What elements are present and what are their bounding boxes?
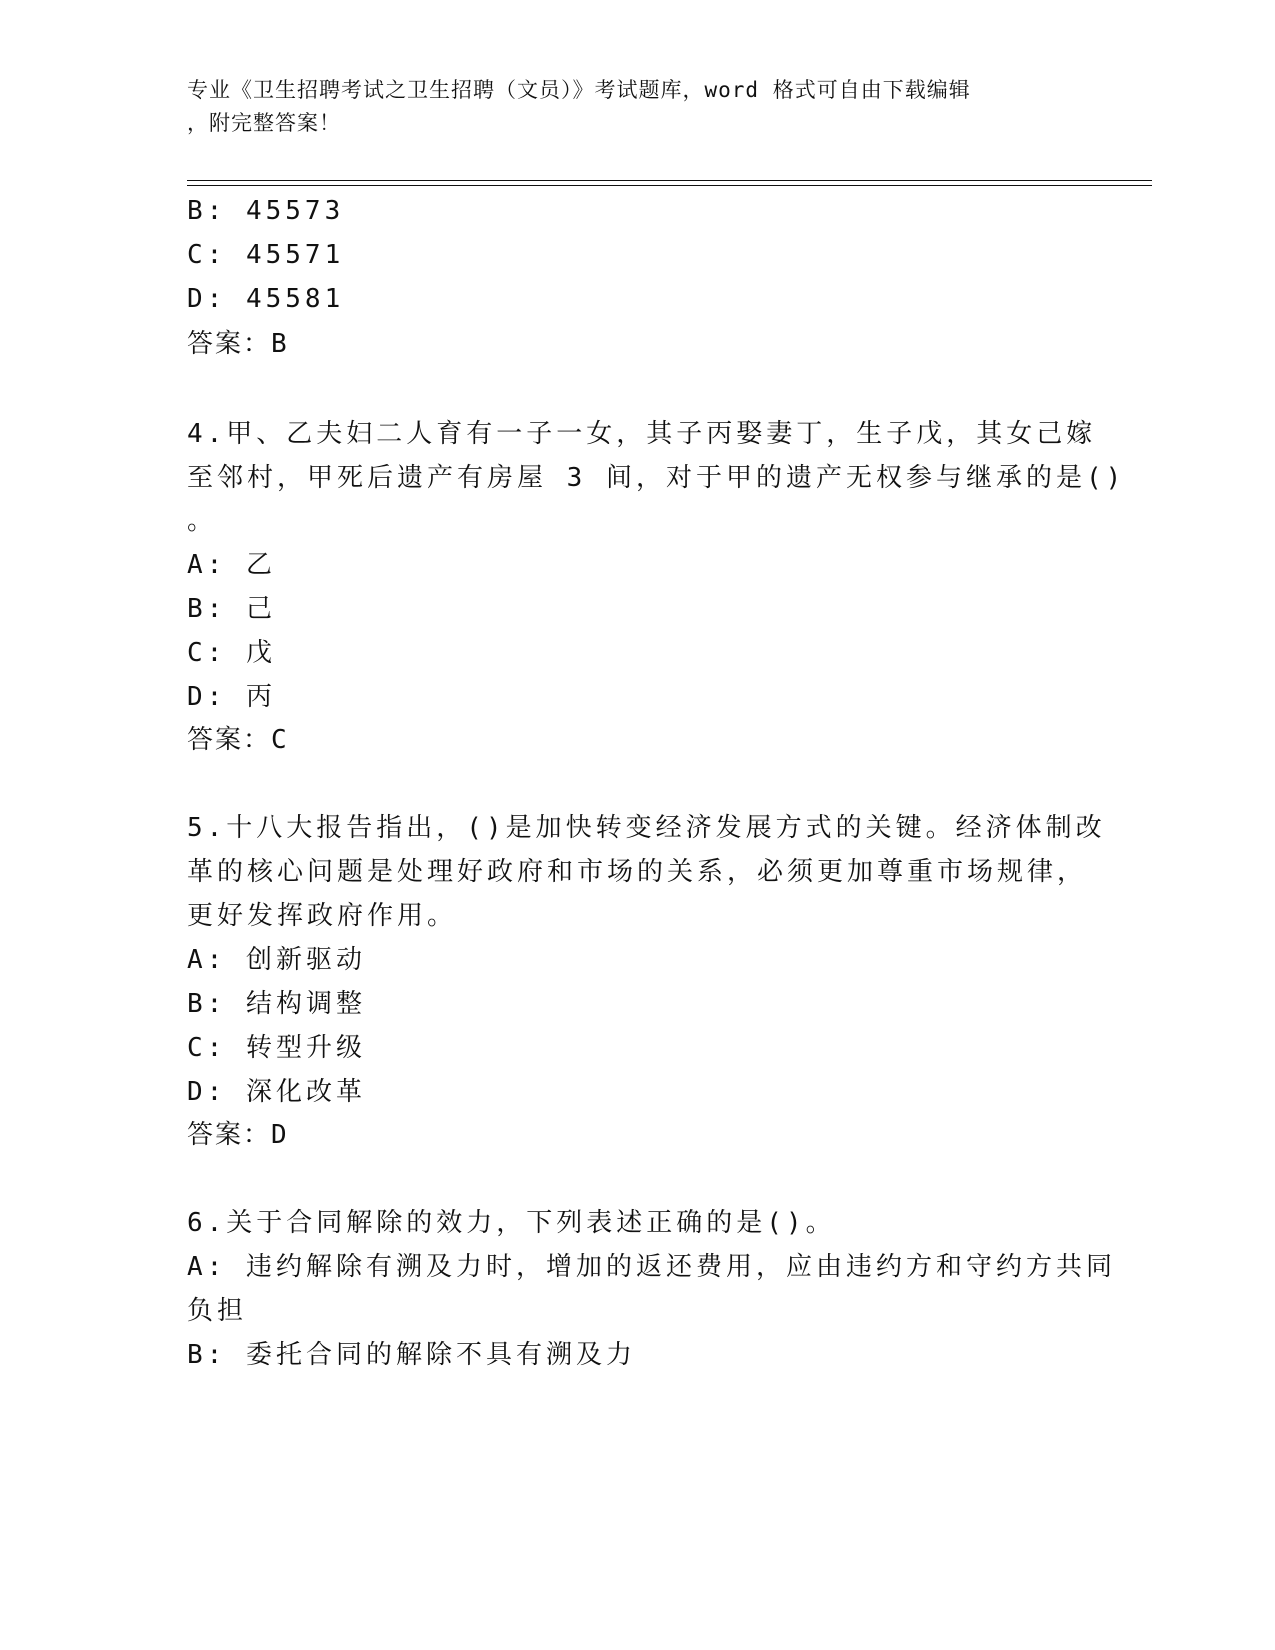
document-header xyxy=(187,74,1067,140)
q6-option-b: B: 委托合同的解除不具有溯及力 xyxy=(187,1340,636,1370)
q5-stem-line2: 革的核心问题是处理好政府和市场的关系，必须更加尊重市场规律， xyxy=(187,857,1088,887)
header-title-line1: 专业《卫生招聘考试之卫生招聘（文员）》考试题库，word 格式可自由下载编辑 xyxy=(187,78,971,102)
q5-stem-line1: 5.十八大报告指出，()是加快转变经济发展方式的关键。经济体制改 xyxy=(187,813,1106,843)
q5-option-c: C: 转型升级 xyxy=(187,1033,366,1063)
q3-answer: 答案：B xyxy=(187,329,289,359)
q5-option-a: A: 创新驱动 xyxy=(187,945,366,975)
q6-option-a-line1: A: 违约解除有溯及力时，增加的返还费用，应由违约方和守约方共同 xyxy=(187,1252,1116,1282)
header-rule-bottom xyxy=(187,185,1152,186)
q6-option-a-line2: 负担 xyxy=(187,1296,248,1326)
header-title-line2: ，附完整答案！ xyxy=(187,111,341,135)
q4-option-b: B: 己 xyxy=(187,594,276,624)
q5-stem-line3: 更好发挥政府作用。 xyxy=(187,901,458,931)
q4-answer: 答案：C xyxy=(187,725,289,755)
q5-answer: 答案：D xyxy=(187,1120,289,1150)
q3-option-d: D: 45581 xyxy=(187,284,345,314)
q4-stem-line3: 。 xyxy=(187,506,218,536)
q4-option-d: D: 丙 xyxy=(187,682,276,712)
q4-stem-line2: 至邻村，甲死后遗产有房屋 3 间，对于甲的遗产无权参与继承的是() xyxy=(187,463,1126,493)
q5-option-d: D: 深化改革 xyxy=(187,1077,366,1107)
header-rule-top xyxy=(187,180,1152,181)
q5-option-b: B: 结构调整 xyxy=(187,989,366,1019)
q4-stem-line1: 4.甲、乙夫妇二人育有一子一女，其子丙娶妻丁，生子戊，其女己嫁 xyxy=(187,419,1097,449)
q6-stem-line1: 6.关于合同解除的效力，下列表述正确的是()。 xyxy=(187,1208,836,1238)
q3-option-b: B: 45573 xyxy=(187,196,345,226)
q3-option-c: C: 45571 xyxy=(187,240,345,270)
q4-option-c: C: 戊 xyxy=(187,638,276,668)
q4-option-a: A: 乙 xyxy=(187,550,276,580)
